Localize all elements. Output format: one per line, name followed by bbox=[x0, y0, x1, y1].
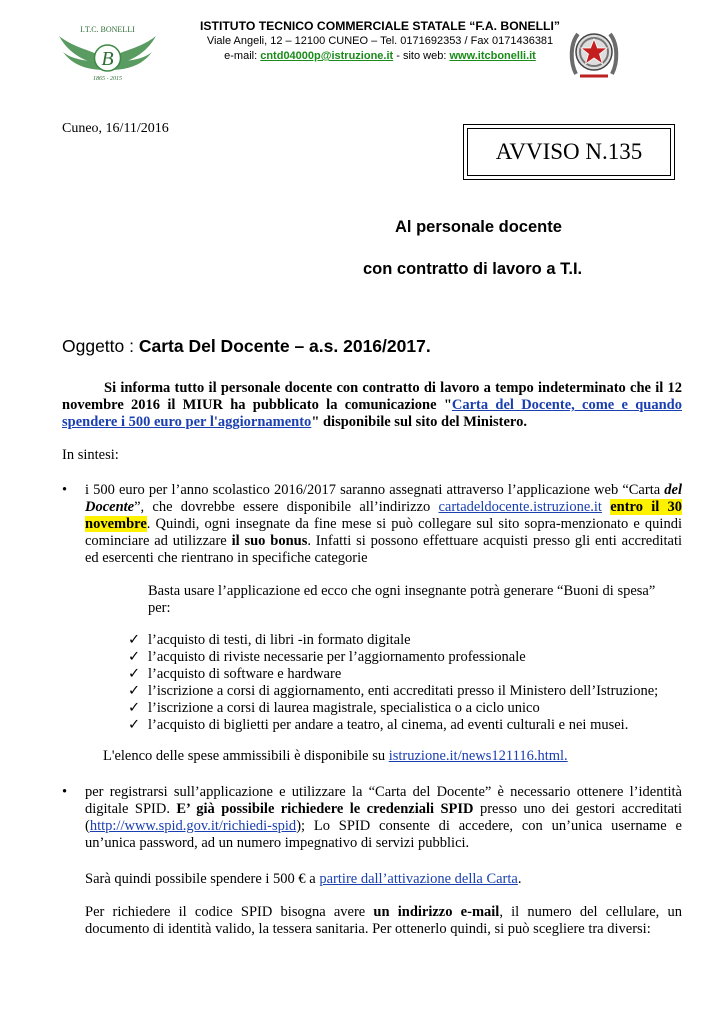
bullet-2-text-2: presso uno dei gestori accreditati ( bbox=[85, 801, 682, 834]
logo-text-bottom: 1865 - 2015 bbox=[93, 76, 122, 82]
list-item bbox=[128, 717, 658, 734]
bullet-1-text: i 500 euro per l’anno scolastico 2016/2017 saranno assegnati attraverso l’applicazione web “Carta bbox=[85, 482, 665, 498]
addressee-line-1: Al personale docente bbox=[395, 218, 562, 236]
place-date: Cuneo, 16/11/2016 bbox=[62, 121, 169, 136]
bullet-1-text-2: ”, che dovrebbe essere disponibile all’indirizzo bbox=[134, 499, 439, 515]
expenses-list-link[interactable]: istruzione.it/news121116.html. bbox=[388, 748, 568, 764]
bullet-2-text: per registrarsi sull’applicazione e utilizzare la “Carta del Docente” è necessario ottenere l’identità digitale SPID. bbox=[85, 784, 682, 817]
activation-link[interactable]: partire dall’attivazione della Carta bbox=[319, 871, 518, 887]
school-address: Viale Angeli, 12 – 12100 CUNEO – Tel. 0171692353 / Fax 0171436381 bbox=[206, 35, 554, 47]
spending-note-text: Sarà quindi possibile spendere i 500 € a bbox=[85, 871, 320, 887]
spending-note bbox=[85, 871, 682, 888]
school-logo bbox=[55, 20, 160, 82]
list-item-text: l’acquisto di biglietti per andare a teatro, al cinema, ad eventi culturali e nei musei. bbox=[148, 717, 629, 733]
spending-note-end: . bbox=[517, 871, 522, 887]
site-label: - sito web: bbox=[396, 50, 447, 62]
school-contacts bbox=[180, 49, 580, 64]
check-icon: ✓ bbox=[128, 683, 141, 699]
notice-number: AVVISO N.135 bbox=[495, 139, 643, 164]
list-item bbox=[128, 666, 658, 683]
email-link[interactable]: cntd04000p@istruzione.it bbox=[260, 50, 394, 62]
logo-text-top: I.T.C. BONELLI bbox=[80, 25, 135, 34]
intro-link[interactable]: Carta del Docente, come e quando spendere i 500 euro per l'aggiornamento bbox=[62, 397, 682, 430]
intro-text-end: " disponibile sul sito del Ministero. bbox=[311, 414, 527, 430]
list-item-text: l’acquisto di riviste necessarie per l’aggiornamento professionale bbox=[148, 649, 526, 665]
voucher-intro: Basta usare l’applicazione ed ecco che ogni insegnante potrà generare “Buoni di spesa” per: bbox=[148, 583, 656, 616]
list-item-text: l’iscrizione a corsi di aggiornamento, enti accreditati presso il Ministero dell’Istruzione; bbox=[148, 683, 659, 699]
list-item-text: l’iscrizione a corsi di laurea magistrale, specialistica o a ciclo unico bbox=[148, 700, 540, 716]
bullet-2-text-3: ); Lo SPID consente di accedere, con un’unica username e un’unica password, ad un numero impegnativo di servizi pubblici. bbox=[85, 818, 682, 851]
intro-paragraph bbox=[62, 380, 682, 431]
list-item-text: l’acquisto di software e hardware bbox=[148, 666, 342, 682]
spid-requirements bbox=[85, 904, 682, 938]
svg-text:B: B bbox=[101, 48, 114, 70]
subject-text: Carta Del Docente – a.s. 2016/2017. bbox=[138, 336, 431, 356]
spid-req-text: Per richiedere il codice SPID bisogna avere bbox=[85, 904, 374, 920]
bullet-2-paragraph bbox=[85, 784, 682, 852]
allowed-expenses-list bbox=[128, 632, 658, 734]
check-icon: ✓ bbox=[128, 649, 141, 665]
list-item bbox=[128, 632, 658, 649]
school-name: ISTITUTO TECNICO COMMERCIALE STATALE “F.A. BONELLI” bbox=[200, 19, 560, 33]
website-link[interactable]: www.itcbonelli.it bbox=[449, 50, 536, 62]
check-icon: ✓ bbox=[128, 700, 141, 716]
bullet-2-bold: E’ già possibile richiedere le credenziali SPID bbox=[176, 801, 474, 817]
notice-box bbox=[463, 124, 675, 180]
intro-text: Si informa tutto il personale docente con contratto di lavoro a tempo indeterminato che il 12 novembre 2016 il MIUR ha pubblicato la comunicazione " bbox=[62, 380, 682, 413]
check-icon: ✓ bbox=[128, 632, 141, 648]
spid-req-bold: un indirizzo e-mail bbox=[373, 904, 500, 920]
addressee-line-2: con contratto di lavoro a T.I. bbox=[363, 260, 583, 278]
bullet-1-text-3: . Quindi, ogni insegnate da fine mese si può collegare sul sito sopra-menzionato e quindi cominciare ad utilizzare bbox=[85, 516, 682, 549]
subject-line bbox=[62, 336, 431, 357]
spid-link[interactable]: http://www.spid.gov.it/richiedi-spid bbox=[89, 818, 297, 834]
list-item bbox=[128, 700, 658, 717]
summary-heading: In sintesi: bbox=[62, 447, 119, 463]
expenses-note-text: L'elenco delle spese ammissibili è disponibile su bbox=[103, 748, 389, 764]
expenses-list-note bbox=[103, 748, 568, 765]
list-item bbox=[128, 649, 658, 666]
deadline-highlight: entro il 30 novembre bbox=[85, 499, 682, 532]
check-icon: ✓ bbox=[128, 666, 141, 682]
list-item bbox=[128, 683, 658, 700]
bullet-1-text-4: . Infatti si possono effettuare acquisti presso gli enti accreditati ed esercenti che rientrano in specifiche categorie bbox=[85, 533, 683, 566]
list-item-text: l’acquisto di testi, di libri -in formato digitale bbox=[148, 632, 411, 648]
school-header bbox=[180, 18, 580, 64]
spid-req-text-2: , il numero del cellulare, un documento di identità valido, la tessera sanitaria. Per ottenerlo quindi, si può scegliere tra diversi: bbox=[85, 904, 682, 937]
bullet-1-bold: il suo bonus bbox=[231, 533, 308, 549]
bullet-2-marker: • bbox=[62, 784, 68, 800]
subject-label: Oggetto : bbox=[62, 336, 139, 356]
bullet-1-marker: • bbox=[62, 482, 68, 498]
check-icon: ✓ bbox=[128, 717, 141, 733]
email-label: e-mail: bbox=[224, 50, 258, 62]
republic-emblem-icon bbox=[568, 24, 620, 82]
bullet-1-paragraph bbox=[85, 482, 682, 567]
cartadeldocente-link[interactable]: cartadeldocente.istruzione.it bbox=[438, 499, 602, 515]
bullet-1-italic: del Docente bbox=[85, 482, 682, 515]
